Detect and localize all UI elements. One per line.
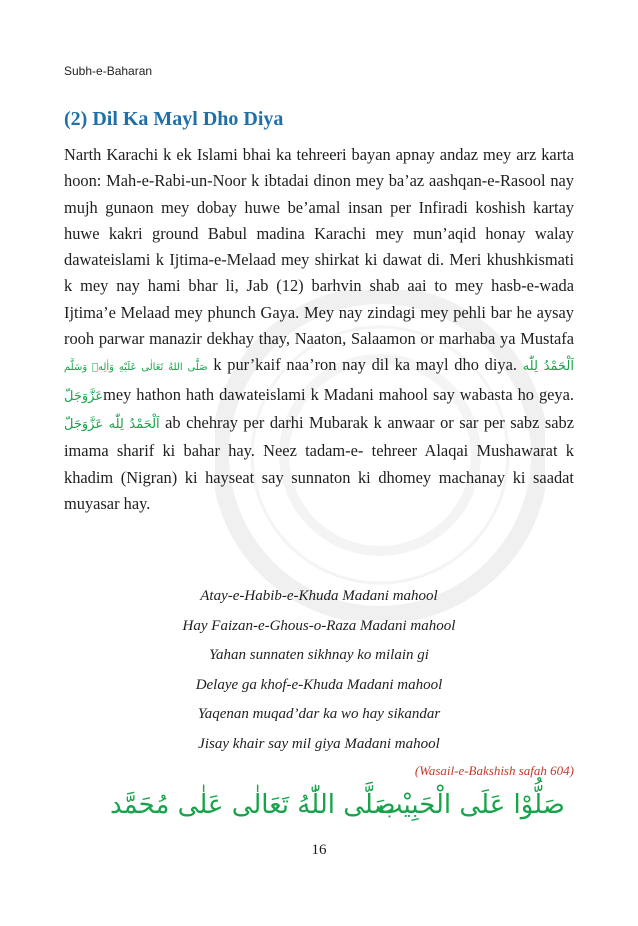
- poem-citation: (Wasail-e-Bakshish safah 604): [414, 763, 574, 778]
- salutation-durood: صَلَّی اللّٰهُ تَعَالٰی عَلٰی مُحَمَّد: [110, 790, 396, 820]
- poem-line: Delaye ga khof-e-Khuda Madani mahool: [195, 676, 443, 693]
- body-text-part-3: mey hathon hath dawateislami k Madani mahool say wabasta ho geya.: [103, 384, 574, 404]
- poem-line: Yaqenan muqad’dar ka wo hay sikandar: [197, 706, 441, 722]
- poem-line: Jisay khair say mil giya Madani mahool: [198, 735, 440, 752]
- arabic-hamd-2: اَلْحَمْدُ لِلّٰه عَزَّوَجَلّ: [64, 416, 160, 432]
- arabic-salawat: صَلَّى اللهُ تَعَالٰى عَلَيْهِ وَاٰلِهٖ وَسَلَّم: [64, 362, 208, 374]
- poem-line: Yahan sunnaten sikhnay ko milain gi: [209, 647, 429, 663]
- body-text-part-2: k pur’kaif naa’ron nay dil ka mayl dho diya.: [207, 355, 523, 375]
- running-header: Subh-e-Baharan: [64, 64, 153, 78]
- page-number: 16: [311, 842, 327, 858]
- poem-line: Hay Faizan-e-Ghous-o-Raza Madani mahool: [182, 617, 456, 634]
- body-paragraph: [64, 142, 574, 517]
- poem-line: Atay-e-Habib-e-Khuda Madani mahool: [200, 588, 438, 604]
- body-text-part-4: ab chehray per darhi Mubarak k anwaar or sar per sabz sabz imama sharif ki bahar hay. Neez tadam-e- tehreer Alaqai Mushawarat k khadim (Nigran) ki hayseat say sunnaton ki dhomey machanay ki saadat muyasar hay.: [64, 412, 574, 513]
- arabic-hamd-1: اَلْحَمْدُ لِلّٰه عَزَّوَجَلّ: [64, 359, 574, 404]
- poem: [64, 582, 574, 759]
- salutation-call: صَلُّوْا عَلَى الْحَبِيْب: [378, 790, 565, 820]
- section-title: (2) Dil Ka Mayl Dho Diya: [64, 108, 284, 130]
- body-text-part-1: Narth Karachi k ek Islami bhai ka tehreeri bayan apnay andaz mey arz karta hoon: Mah-e-Rabi-un-Noor k ibtadai dinon mey ba’az aashqan-e-Rasool nay mujh gunaon mey dobay huwe be’amal insan per Infiradi koshish kartay huwe kakri ground Babul madina Karachi mey mun’aqid honay walay dawateislami k Ijtima-e-Melaad mey shirkat ki dawat di. Meri khushkismati k mey nay hami bhar li, Jab (12) barhvin shab aai to mey hasb-e-wada Ijtima’e Melaad mey phunch Gaya. Mey nay zindagi mey pehli bar he aysay rooh parwar manazir dekhay thay, Naaton, Salaamon or marhaba ya Mustafa: [64, 145, 574, 349]
